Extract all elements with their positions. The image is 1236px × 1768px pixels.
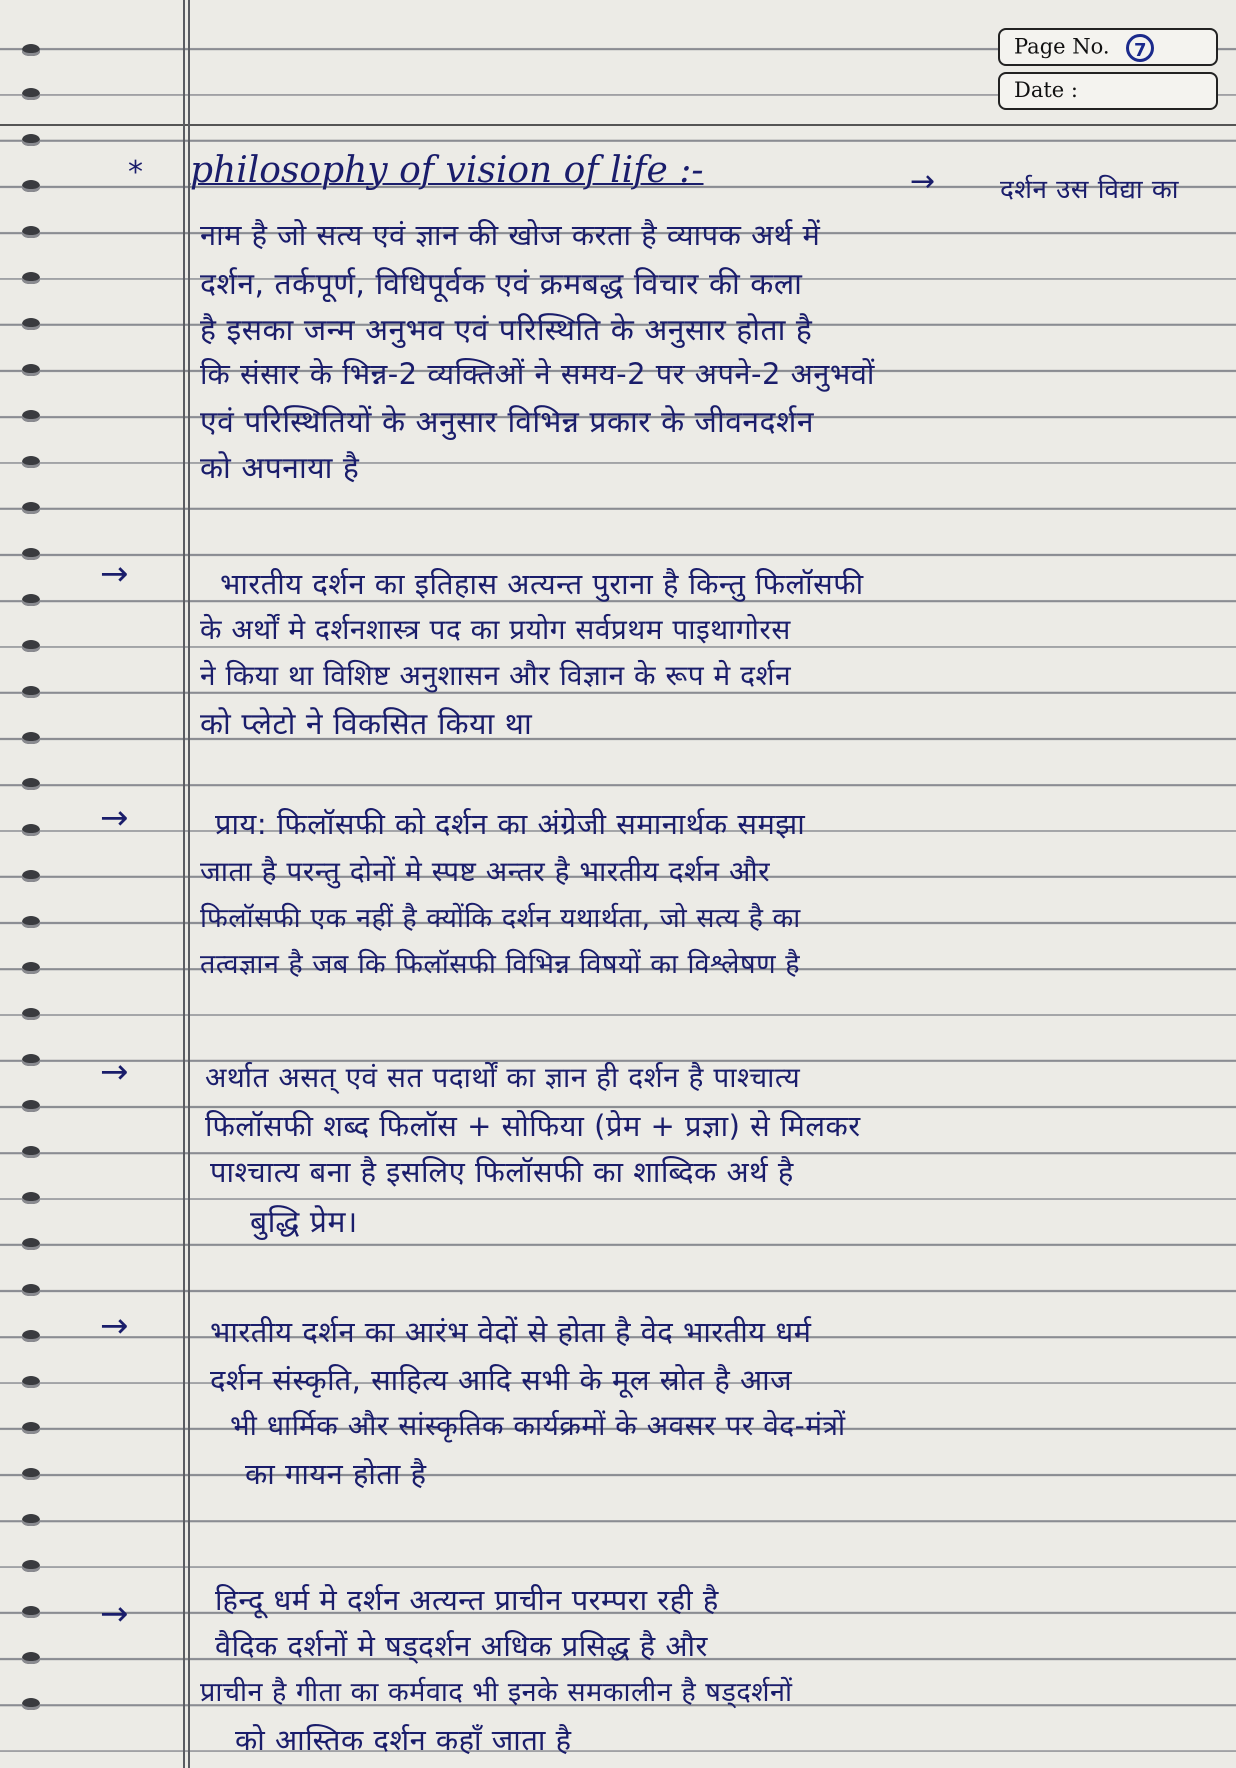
- binding-hole: [22, 824, 40, 836]
- binding-hole: [22, 732, 40, 744]
- binding-hole: [22, 1376, 40, 1388]
- star-bullet: *: [128, 155, 143, 190]
- binding-hole: [22, 1652, 40, 1664]
- text-line: वैदिक दर्शनों मे षड्दर्शन अधिक प्रसिद्ध है और: [215, 1629, 708, 1663]
- binding-hole: [22, 1560, 40, 1572]
- arrow-icon: →: [100, 798, 129, 838]
- binding-hole: [22, 548, 40, 560]
- text-line: भी धार्मिक और सांस्कृतिक कार्यक्रमों के अवसर पर वेद-मंत्रों: [230, 1409, 846, 1442]
- binding-hole: [22, 88, 40, 100]
- binding-hole: [22, 870, 40, 882]
- text-line: के अर्थों मे दर्शनशास्त्र पद का प्रयोग सर्वप्रथम पाइथागोरस: [200, 613, 791, 646]
- binding-hole: [22, 1330, 40, 1342]
- text-line: का गायन होता है: [245, 1457, 427, 1491]
- binding-hole: [22, 456, 40, 468]
- text-line: दर्शन, तर्कपूर्ण, विधिपूर्वक एवं क्रमबद्ध विचार की कला: [200, 267, 803, 302]
- text-line: प्राचीन है गीता का कर्मवाद भी इनके समकालीन है षड्दर्शनों: [200, 1677, 793, 1708]
- text-line: भारतीय दर्शन का इतिहास अत्यन्त पुराना है किन्तु फिलॉसफी: [220, 567, 864, 601]
- arrow-icon: →: [100, 1306, 129, 1346]
- page-number-value: 7: [1126, 34, 1154, 62]
- binding-hole: [22, 1468, 40, 1480]
- text-line: बुद्धि प्रेम।: [250, 1205, 358, 1240]
- binding-hole: [22, 1698, 40, 1710]
- binding-hole: [22, 1054, 40, 1066]
- page-title: philosophy of vision of life :-: [190, 150, 704, 191]
- binding-hole: [22, 1146, 40, 1158]
- text-line: भारतीय दर्शन का आरंभ वेदों से होता है वेद भारतीय धर्म: [210, 1315, 812, 1349]
- date-box: [998, 72, 1218, 110]
- text-line: को प्लेटो ने विकसित किया था: [200, 707, 533, 742]
- binding-hole: [22, 1514, 40, 1526]
- binding-hole: [22, 318, 40, 330]
- text-line: हिन्दू धर्म मे दर्शन अत्यन्त प्राचीन परम्परा रही है: [215, 1583, 719, 1617]
- text-line: एवं परिस्थितियों के अनुसार विभिन्न प्रकार के जीवनदर्शन: [200, 405, 815, 440]
- binding-hole: [22, 1100, 40, 1112]
- text-line: तत्वज्ञान है जब कि फिलॉसफी विभिन्न विषयों का विश्लेषण है: [200, 949, 801, 980]
- binding-hole: [22, 1606, 40, 1618]
- binding-hole: [22, 962, 40, 974]
- binding-hole: [22, 226, 40, 238]
- text-line: कि संसार के भिन्न-2 व्यक्तिओं ने समय-2 पर अपने-2 अनुभवों: [200, 357, 875, 391]
- text-line: को अपनाया है: [200, 451, 360, 486]
- binding-hole: [22, 640, 40, 652]
- text-line: नाम है जो सत्य एवं ज्ञान की खोज करता है व्यापक अर्थ में: [200, 218, 821, 252]
- arrow-icon: →: [100, 554, 129, 594]
- binding-hole: [22, 1238, 40, 1250]
- text-line: प्राय: फिलॉसफी को दर्शन का अंग्रेजी समानार्थक समझा: [215, 807, 806, 841]
- binding-hole: [22, 1422, 40, 1434]
- text-line: है इसका जन्म अनुभव एवं परिस्थिति के अनुसार होता है: [200, 313, 813, 348]
- binding-hole: [22, 502, 40, 514]
- date-label: Date :: [1014, 78, 1078, 102]
- page-number-label: Page No.: [1014, 34, 1110, 59]
- text-line: को आस्तिक दर्शन कहाँ जाता है: [235, 1723, 572, 1757]
- binding-hole: [22, 44, 40, 56]
- arrow-icon: →: [100, 1052, 129, 1092]
- text-line: फिलॉसफी एक नहीं है क्योंकि दर्शन यथार्थता, जो सत्य है का: [200, 903, 801, 934]
- binding-hole: [22, 180, 40, 192]
- binding-hole: [22, 916, 40, 928]
- binding-hole: [22, 134, 40, 146]
- binding-hole: [22, 410, 40, 422]
- text-line: दर्शन संस्कृति, साहित्य आदि सभी के मूल स्रोत है आज: [210, 1363, 793, 1397]
- binding-hole: [22, 272, 40, 284]
- text-line: अर्थात असत् एवं सत पदार्थों का ज्ञान ही दर्शन है पाश्चात्य: [205, 1061, 801, 1094]
- page-number-box: [998, 28, 1218, 66]
- text-line: ने किया था विशिष्ट अनुशासन और विज्ञान के रूप मे दर्शन: [200, 659, 792, 692]
- margin-line: [183, 0, 190, 1768]
- text-line: फिलॉसफी शब्द फिलॉस + सोफिया (प्रेम + प्रज्ञा) से मिलकर: [205, 1109, 861, 1143]
- binding-hole: [22, 1008, 40, 1020]
- binding-hole: [22, 364, 40, 376]
- text-line: पाश्चात्य बना है इसलिए फिलॉसफी का शाब्दिक अर्थ है: [210, 1155, 794, 1189]
- binding-hole: [22, 594, 40, 606]
- binding-hole: [22, 1284, 40, 1296]
- text-line: जाता है परन्तु दोनों मे स्पष्ट अन्तर है भारतीय दर्शन और: [200, 855, 771, 888]
- binding-hole: [22, 1192, 40, 1204]
- arrow-icon: →: [100, 1594, 129, 1634]
- text-line: दर्शन उस विद्या का: [1000, 175, 1180, 205]
- arrow-icon: →: [910, 164, 936, 199]
- binding-hole: [22, 686, 40, 698]
- binding-hole: [22, 778, 40, 790]
